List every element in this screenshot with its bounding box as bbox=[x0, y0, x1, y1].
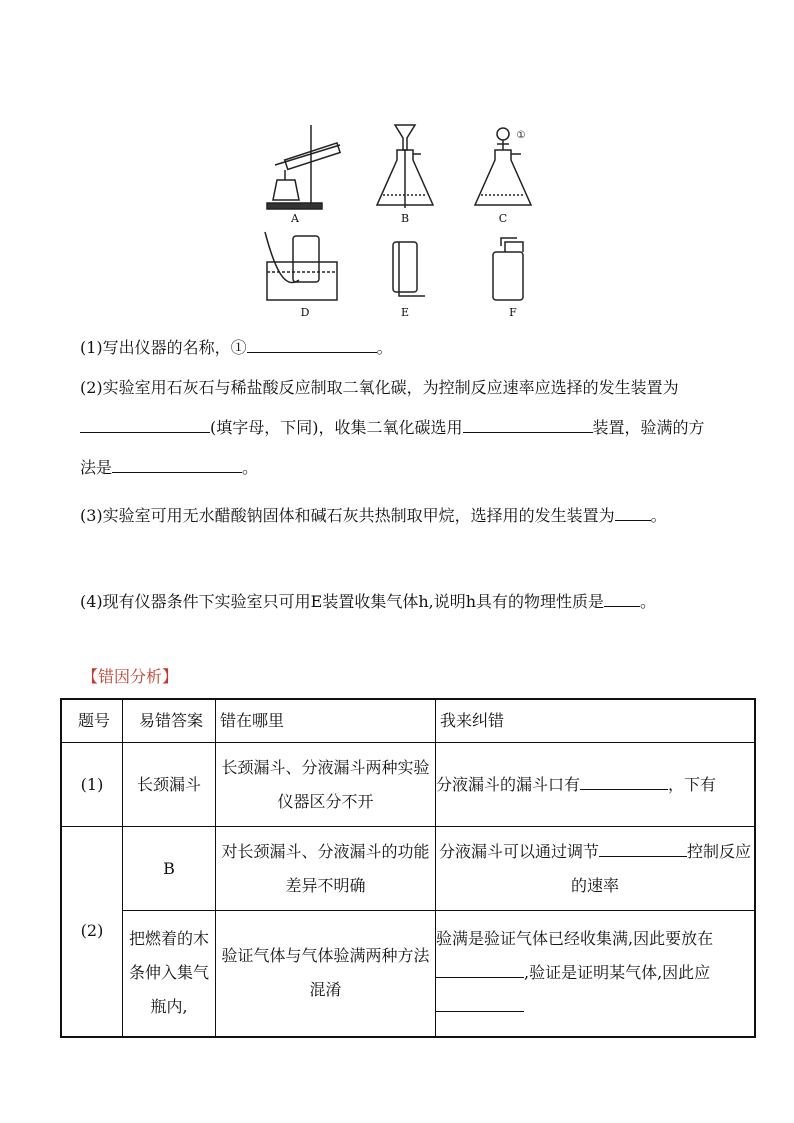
q1-text: (1)写出仪器的名称，① bbox=[80, 338, 247, 357]
q2-end: 。 bbox=[242, 458, 259, 477]
answer-blank[interactable] bbox=[599, 838, 687, 857]
answer-blank[interactable] bbox=[463, 414, 593, 433]
row-fix bbox=[436, 743, 756, 827]
header-fix: 我来纠错 bbox=[436, 699, 756, 743]
fix-text-b: 控制反应的速率 bbox=[570, 841, 752, 895]
row-num: (2) bbox=[61, 827, 123, 1037]
answer-blank[interactable] bbox=[604, 588, 640, 607]
row-where: 对长颈漏斗、分液漏斗的功能差异不明确 bbox=[216, 827, 436, 911]
apparatus-a bbox=[267, 125, 340, 209]
row-answer: B bbox=[123, 827, 216, 911]
error-analysis-table bbox=[60, 698, 756, 1038]
table-header-row bbox=[61, 699, 755, 743]
label-b: B bbox=[400, 212, 410, 225]
marker-1: ① bbox=[516, 130, 526, 141]
row-fix bbox=[436, 827, 756, 911]
row-where: 长颈漏斗、分液漏斗两种实验仪器区分不开 bbox=[216, 743, 436, 827]
row-where: 验证气体与气体验满两种方法混淆 bbox=[216, 911, 436, 1037]
header-num: 题号 bbox=[61, 699, 123, 743]
label-a: A bbox=[291, 212, 299, 225]
answer-blank[interactable] bbox=[112, 454, 242, 473]
row-answer: 把燃着的木条伸入集气瓶内, bbox=[123, 911, 216, 1037]
apparatus-d bbox=[265, 232, 337, 300]
fix-text-a: 验满是验证气体已经收集满,因此要放在 bbox=[436, 929, 714, 949]
answer-blank[interactable] bbox=[436, 959, 524, 978]
label-f: F bbox=[509, 306, 517, 319]
question-3 bbox=[80, 496, 720, 536]
table-row bbox=[61, 827, 755, 911]
header-where: 错在哪里 bbox=[216, 699, 436, 743]
row-fix bbox=[436, 911, 756, 1037]
row-answer: 长颈漏斗 bbox=[123, 743, 216, 827]
q3-end: 。 bbox=[650, 506, 667, 525]
fix-text-a: 分液漏斗的漏斗口有 bbox=[436, 774, 581, 794]
question-2 bbox=[80, 368, 720, 488]
apparatus-b bbox=[377, 125, 433, 208]
q4-end: 。 bbox=[640, 592, 657, 611]
answer-blank[interactable] bbox=[80, 414, 210, 433]
q2-part1: (2)实验室用石灰石与稀盐酸反应制取二氧化碳，为控制反应速率应选择的发生装置为 bbox=[80, 378, 679, 397]
label-e: E bbox=[400, 306, 410, 319]
answer-blank[interactable] bbox=[436, 993, 524, 1012]
label-d: D bbox=[300, 306, 310, 319]
q3-text: (3)实验室可用无水醋酸钠固体和碱石灰共热制取甲烷，选择用的发生装置为 bbox=[80, 506, 615, 525]
question-1 bbox=[80, 328, 720, 368]
apparatus-drawing bbox=[255, 120, 545, 320]
q2-part3: 装置，验满的方法是 bbox=[80, 418, 705, 477]
apparatus-f bbox=[493, 238, 523, 300]
q1-end: 。 bbox=[376, 338, 393, 357]
table-row bbox=[61, 911, 755, 1037]
q4-text: (4)现有仪器条件下实验室只可用E装置收集气体h,说明h具有的物理性质是 bbox=[80, 592, 605, 611]
q2-part2: (填字母，下同)，收集二氧化碳选用 bbox=[210, 418, 463, 437]
label-c: C bbox=[498, 212, 508, 225]
row-num: (1) bbox=[61, 743, 123, 827]
table-row bbox=[61, 743, 755, 827]
fix-text-b: ，下有 bbox=[668, 774, 717, 794]
fix-text-b: ,验证是证明某气体,因此应 bbox=[524, 963, 711, 983]
answer-blank[interactable] bbox=[247, 334, 377, 353]
section-title: 【错因分析】 bbox=[82, 667, 179, 686]
apparatus-figure bbox=[255, 120, 545, 320]
answer-blank[interactable] bbox=[615, 502, 651, 521]
header-answer: 易错答案 bbox=[123, 699, 216, 743]
fix-text-a: 分液漏斗可以通过调节 bbox=[438, 841, 599, 861]
question-4 bbox=[80, 582, 720, 622]
answer-blank[interactable] bbox=[580, 771, 668, 790]
apparatus-e bbox=[393, 242, 425, 296]
